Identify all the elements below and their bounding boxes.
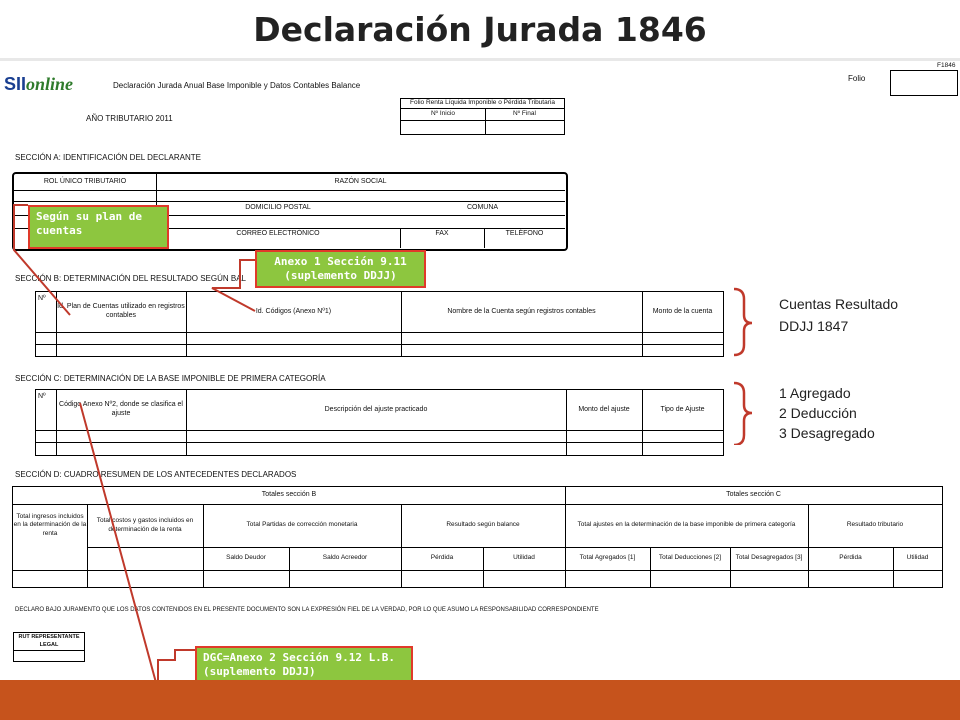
saldo-acreedor-header: Saldo Acreedor: [322, 554, 368, 562]
logo-online-text: online: [26, 74, 74, 94]
totales-c-header: Totales sección C: [726, 491, 781, 499]
note-cuentas-1: Cuentas Resultado: [779, 296, 899, 312]
section-c-desc-header: Descripción del ajuste practicado: [324, 405, 428, 413]
partidas-header: Total Partidas de corrección monetaria: [246, 521, 358, 529]
perdida-b-header: Pérdida: [430, 554, 454, 562]
rep-legal-label-2: LEGAL: [39, 642, 59, 649]
callout-plan-cuentas: Según su plan de cuentas: [28, 205, 169, 249]
rep-legal-label-1: RUT REPRESENTANTE: [18, 634, 80, 641]
section-c-tipo-header: Tipo de Ajuste: [660, 405, 705, 413]
form-code: F1846: [937, 62, 956, 69]
folio-renta-title: Folio Renta Líquida Imponible o Pérdida Tributaria: [410, 99, 555, 107]
section-b-title: SECCIÓN B: DETERMINACIÓN DEL RESULTADO SEGÚN BAL: [15, 274, 247, 283]
section-d-title: SECCIÓN D: CUADRO RESUMEN DE LOS ANTECEDENTES DECLARADOS: [15, 470, 297, 479]
declaration-text: DECLARO BAJO JURAMENTO QUE LOS DATOS CONTENIDOS EN EL PRESENTE DOCUMENTO SON LA EXPRESIÓN FIEL DE LA VERDAD, POR LO QUE ASUMO LA RESPONSABILIDAD CORRESPONDIENTE: [15, 607, 599, 613]
line-dgc: [80, 403, 195, 690]
form-title: Declaración Jurada Anual Base Imponible y Datos Contables Balance: [113, 81, 361, 90]
razon-social-header: RAZÓN SOCIAL: [334, 177, 387, 185]
domicilio-header: DOMICILIO POSTAL: [245, 203, 311, 211]
section-b-codigos-header: Id. Códigos (Anexo Nº1): [255, 307, 332, 315]
section-c-monto-header: Monto del ajuste: [578, 405, 630, 413]
section-c-codigo-header: Código Anexo Nº2, donde se clasifica el ajuste: [59, 401, 183, 417]
callout-anexo1: Anexo 1 Sección 9.11 (suplemento DDJJ): [255, 250, 426, 288]
note-deduccion: 2 Deducción: [779, 405, 857, 421]
note-cuentas-2: DDJJ 1847: [779, 318, 849, 334]
resultado-balance-header: Resultado según balance: [446, 521, 520, 529]
section-a-title: SECCIÓN A: IDENTIFICACIÓN DEL DECLARANTE: [15, 153, 201, 162]
desagregados-header: Total Desagregados [3]: [735, 554, 803, 562]
section-b-nombre-header: Nombre de la Cuenta según registros contables: [447, 307, 596, 315]
callout-dgc: DGC=Anexo 2 Sección 9.12 L.B. (suplemento DDJJ): [195, 646, 413, 690]
line-anexo1: [212, 260, 255, 311]
saldo-deudor-header: Saldo Deudor: [226, 554, 266, 562]
telefono-header: TELÉFONO: [505, 230, 544, 238]
folio-final-label: Nº Final: [513, 109, 536, 117]
section-c-title: SECCIÓN C: DETERMINACIÓN DE LA BASE IMPONIBLE DE PRIMERA CATEGORÍA: [15, 374, 326, 383]
rut-header: ROL ÚNICO TRIBUTARIO: [43, 177, 127, 185]
bottom-accent-bar: [0, 680, 960, 720]
perdida-c-header: Pérdida: [839, 554, 862, 562]
totales-b-header: Totales sección B: [261, 491, 317, 499]
agregados-header: Total Agregados [1]: [579, 554, 636, 562]
section-b-n-header: Nº: [38, 294, 46, 302]
folio-inicio-label: Nº Inicio: [430, 109, 456, 117]
ingresos-header: Total ingresos incluidos en la determinación de la renta: [13, 513, 87, 537]
section-b-monto-header: Monto de la cuenta: [652, 307, 713, 315]
note-desagregado: 3 Desagregado: [779, 425, 875, 441]
note-agregado: 1 Agregado: [779, 385, 851, 401]
section-b-plan-header: Id. Plan de Cuentas utilizado en registros contables: [57, 303, 185, 319]
year-label: AÑO TRIBUTARIO 2011: [86, 114, 173, 123]
folio-label: Folio: [848, 74, 866, 83]
fax-header: FAX: [435, 230, 449, 238]
utilidad-c-header: Utilidad: [906, 554, 929, 562]
ajustes-header: Total ajustes en la determinación de la base imponible de primera categoría: [577, 521, 796, 529]
section-c-n-header: Nº: [38, 392, 46, 400]
logo-sii-text: SII: [4, 74, 27, 94]
resultado-tributario-header: Resultado tributario: [846, 521, 904, 529]
costos-header: Total costos y gastos incluidos en determinación de la renta: [96, 517, 194, 533]
deducciones-header: Total Deducciones [2]: [658, 554, 722, 562]
utilidad-b-header: Utilidad: [513, 554, 535, 562]
correo-header: CORREO ELECTRÓNICO: [236, 230, 320, 238]
slide-title: Declaración Jurada 1846: [253, 10, 707, 49]
comuna-header: COMUNA: [466, 203, 499, 211]
